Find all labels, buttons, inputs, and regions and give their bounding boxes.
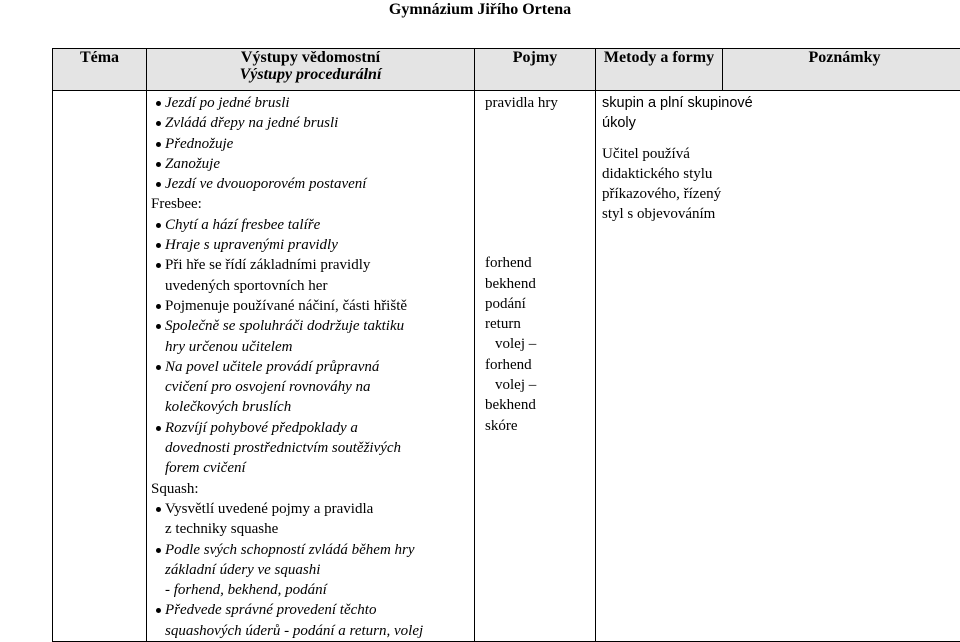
metody-cell <box>596 91 960 642</box>
tema-cell <box>53 91 147 642</box>
metody-line: úkoly <box>602 113 767 133</box>
school-name: Gymnázium Jiřího Ortena <box>0 0 960 20</box>
vystup-item: Jezdí ve dvouoporovém postavení <box>147 174 474 194</box>
pojmy-content <box>475 91 595 436</box>
vystup-item: hry určenou učitelem <box>147 337 474 357</box>
content-row <box>53 91 960 642</box>
vystup-item: Pojmenuje používané náčiní, části hřiště <box>147 296 474 316</box>
pojmy-item: podání <box>485 294 595 314</box>
pojmy-item: bekhend <box>485 274 595 294</box>
header-pojmy: Pojmy <box>475 49 596 91</box>
vystupy-cell <box>147 91 475 642</box>
vystup-item: základní údery ve squashi <box>147 560 474 580</box>
vystup-item: Chytí a hází fresbee talíře <box>147 215 474 235</box>
vystup-item: Vysvětlí uvedené pojmy a pravidla <box>147 499 474 519</box>
vystup-item: - forhend, bekhend, podání <box>147 580 474 600</box>
vystup-item: Společně se spoluhráči dodržuje taktiku <box>147 316 474 336</box>
pojmy-item: bekhend <box>485 395 595 415</box>
header-vystupy <box>147 49 475 91</box>
metody-line: Učitel používá <box>602 144 767 164</box>
vystup-item: Při hře se řídí základními pravidly <box>147 255 474 275</box>
curriculum-table <box>52 48 960 642</box>
vystup-item: z techniky squashe <box>147 519 474 539</box>
vystup-item: dovednosti prostřednictvím soutěživých <box>147 438 474 458</box>
metody-content <box>596 91 771 225</box>
vystup-item: Hraje s upravenými pravidly <box>147 235 474 255</box>
vystup-item: Squash: <box>147 479 474 499</box>
vystupy-list <box>147 91 474 641</box>
header-metody: Metody a formy <box>596 49 723 91</box>
pojmy-item: volej – <box>485 375 595 395</box>
pojmy-item: forhend <box>485 253 595 273</box>
vystup-item: uvedených sportovních her <box>147 276 474 296</box>
metody-line: didaktického stylu <box>602 164 767 184</box>
pojmy-item: skóre <box>485 416 595 436</box>
metody-line: skupin a plní skupinové <box>602 93 767 113</box>
vystup-item: Jezdí po jedné brusli <box>147 93 474 113</box>
vystup-item: Zvládá dřepy na jedné brusli <box>147 113 474 133</box>
vystup-item: forem cvičení <box>147 458 474 478</box>
vystup-item: Předvede správné provedení těchto <box>147 600 474 620</box>
metody-line: příkazového, řízený <box>602 184 767 204</box>
vystup-item: Na povel učitele provádí průpravná <box>147 357 474 377</box>
vystup-item: cvičení pro osvojení rovnováhy na <box>147 377 474 397</box>
metody-line: styl s objevováním <box>602 204 767 224</box>
vystup-item: Zanožuje <box>147 154 474 174</box>
vystup-item: Přednožuje <box>147 134 474 154</box>
vystup-item: Fresbee: <box>147 194 474 214</box>
pojmy-top: pravidla hry <box>485 93 595 113</box>
header-tema: Téma <box>53 49 147 91</box>
header-poznamky: Poznámky <box>723 49 960 91</box>
vystup-item: Podle svých schopností zvládá během hry <box>147 540 474 560</box>
header-vystupy-line1: Výstupy vědomostní <box>147 49 474 66</box>
pojmy-item: return <box>485 314 595 334</box>
vystup-item: kolečkových bruslích <box>147 397 474 417</box>
pojmy-item: forhend <box>485 355 595 375</box>
vystup-item: squashových úderů - podání a return, volej <box>147 621 474 641</box>
vystup-item: Rozvíjí pohybové předpoklady a <box>147 418 474 438</box>
header-row <box>53 49 960 91</box>
header-vystupy-line2: Výstupy procedurální <box>147 66 474 83</box>
pojmy-item: volej – <box>485 334 595 354</box>
pojmy-cell <box>475 91 596 642</box>
